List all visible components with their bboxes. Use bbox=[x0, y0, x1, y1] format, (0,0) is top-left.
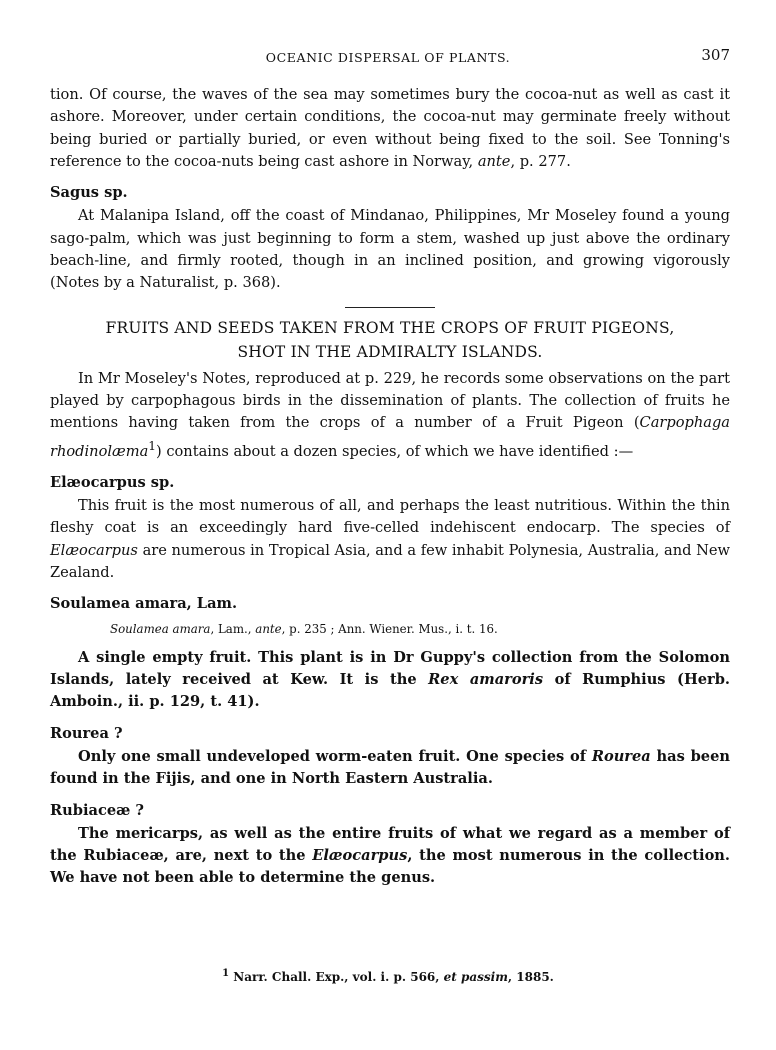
elaeocarpus-paragraph bbox=[50, 495, 730, 584]
footnote-mark: 1 bbox=[222, 968, 230, 979]
ante-ref: ante bbox=[477, 152, 511, 170]
species-heading-rourea: Rourea ? bbox=[50, 724, 123, 742]
intro-text: tion. Of course, the waves of the sea may sometimes bury the cocoa-nut as well as cast it ashore. Moreover, under certain conditions, the cocoa-nut may germinate freely without being buried or partially buried, or even without being fixed to the soil. See Tonning's reference to the cocoa-nuts being cast ashore in Norway, bbox=[50, 86, 730, 170]
footnote-text: Narr. Chall. Exp., vol. i. p. 566, bbox=[229, 970, 444, 984]
footnote-marker: 1 bbox=[148, 438, 157, 453]
running-head: OCEANIC DISPERSAL OF PLANTS. bbox=[265, 50, 511, 65]
footnote bbox=[0, 968, 776, 984]
intro-text-end: , p. 277. bbox=[510, 152, 571, 170]
page-number: 307 bbox=[701, 46, 730, 64]
section-intro-text-end: ) contains about a dozen species, of which we have identified :— bbox=[156, 442, 634, 460]
soulamea-paragraph bbox=[50, 647, 730, 714]
section-title-line2: SHOT IN THE ADMIRALTY ISLANDS. bbox=[237, 342, 543, 361]
soulamea-syn-text-end: , p. 235 ; Ann. Wiener. Mus., i. t. 16. bbox=[281, 621, 498, 636]
elaeocarpus-text: This fruit is the most numerous of all, and perhaps the least nutritious. Within the thin fleshy coat is an exceedingly hard five-celled indehiscent endocarp. The species of bbox=[50, 497, 730, 537]
species-heading-rubiaceae: Rubiaceæ ? bbox=[50, 801, 144, 819]
species-heading-elaeocarpus: Elæocarpus sp. bbox=[50, 473, 175, 491]
footnote-italic: et passim bbox=[443, 970, 508, 984]
rubiaceae-genus: Elæocarpus bbox=[312, 847, 408, 865]
elaeocarpus-text-end: are numerous in Tropical Asia, and a few inhabit Polynesia, Australia, and New Zealand. bbox=[50, 541, 730, 581]
species-heading-sagus: Sagus sp. bbox=[50, 184, 128, 202]
species-heading-soulamea: Soulamea amara, Lam. bbox=[50, 595, 238, 613]
pigeon-species: Carpophaga rhodinolæma bbox=[50, 414, 730, 460]
intro-paragraph bbox=[50, 84, 730, 173]
page-header bbox=[0, 44, 776, 66]
soulamea-synonymy bbox=[110, 618, 730, 640]
rourea-text-end: has been found in the Fijis, and one in North Eastern Australia. bbox=[50, 747, 730, 788]
section-intro-paragraph bbox=[50, 368, 730, 463]
rubiaceae-paragraph bbox=[50, 823, 730, 890]
sagus-paragraph: At Malanipa Island, off the coast of Mindanao, Philippines, Mr Moseley found a young sago-palm, which was just beginning to form a stem, washed up just above the ordinary beach-line, and firmly rooted, though in an inclined position, and growing vigorously (Notes by a Naturalist, p. 368). bbox=[50, 207, 730, 292]
soulamea-syn-text: , Lam., bbox=[210, 621, 256, 636]
section-intro-text: In Mr Moseley's Notes, reproduced at p. 229, he records some observations on the part played by carpophagous birds in the dissemination of plants. The collection of fruits he mentions having taken from the crops of a number of a Fruit Pigeon ( bbox=[50, 369, 730, 432]
rex-amaroris: Rex amaroris bbox=[428, 671, 544, 689]
section-title-line1: FRUITS AND SEEDS TAKEN FROM THE CROPS OF FRUIT PIGEONS, bbox=[105, 318, 675, 337]
elaeocarpus-genus: Elæocarpus bbox=[50, 541, 138, 559]
rubiaceae-text-end: , the most numerous in the collection. We have not been able to determine the genus. bbox=[50, 847, 730, 887]
rubiaceae-text: The mericarps, as well as the entire fruits of what we regard as a member of the Rubiaceæ, are, next to the bbox=[50, 824, 730, 865]
rourea-text: Only one small undeveloped worm-eaten fruit. One species of bbox=[78, 747, 592, 765]
soulamea-text: A single empty fruit. This plant is in Dr Guppy's collection from the Solomon Islands, lately received at Kew. It is the bbox=[50, 648, 730, 689]
section-title bbox=[50, 316, 730, 364]
footnote-text-end: , 1885. bbox=[507, 970, 554, 984]
section-divider bbox=[345, 307, 435, 308]
soulamea-text-end: of Rumphius (Herb. Amboin., ii. p. 129, t. 41). bbox=[50, 671, 731, 711]
rourea-genus: Rourea bbox=[591, 747, 651, 765]
soulamea-syn-ante: ante bbox=[255, 621, 282, 636]
page-body bbox=[50, 84, 730, 890]
rourea-paragraph bbox=[50, 746, 730, 791]
soulamea-syn-species: Soulamea amara bbox=[110, 621, 211, 636]
